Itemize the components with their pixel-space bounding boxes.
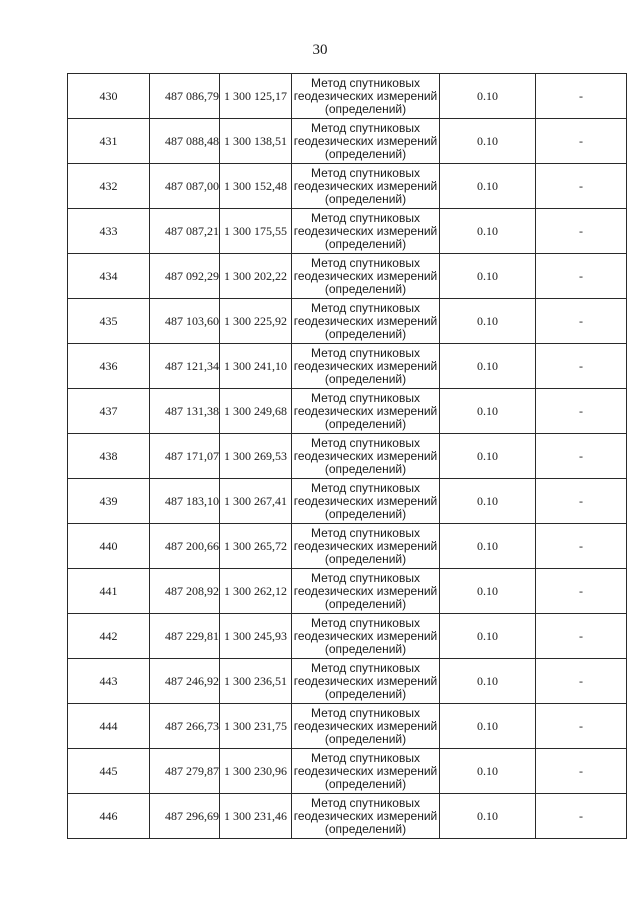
method-cell xyxy=(292,299,440,344)
point-number-cell: 446 xyxy=(68,794,150,839)
method-text-line: геодезических измерений xyxy=(293,358,438,373)
point-number-cell: 435 xyxy=(68,299,150,344)
x-coordinate-cell: 487 279,87 xyxy=(150,749,220,794)
method-cell xyxy=(292,704,440,749)
method-text-line: Метод спутниковых xyxy=(311,75,420,90)
method-text-line: геодезических измерений xyxy=(293,268,438,283)
table-row xyxy=(68,794,627,839)
x-coordinate-cell: 487 131,38 xyxy=(150,389,220,434)
description-cell: - xyxy=(536,749,627,794)
table-row xyxy=(68,74,627,119)
x-coordinate-cell: 487 183,10 xyxy=(150,479,220,524)
description-cell: - xyxy=(536,434,627,479)
method-cell xyxy=(292,524,440,569)
method-text-line: геодезических измерений xyxy=(293,448,438,463)
table-row xyxy=(68,614,627,659)
point-number-cell: 443 xyxy=(68,659,150,704)
table-row xyxy=(68,659,627,704)
accuracy-cell: 0.10 xyxy=(440,254,536,299)
method-text-line: Метод спутниковых xyxy=(311,750,420,765)
y-coordinate-cell: 1 300 231,75 xyxy=(220,704,292,749)
table-row xyxy=(68,569,627,614)
y-coordinate-cell: 1 300 230,96 xyxy=(220,749,292,794)
description-cell: - xyxy=(536,344,627,389)
method-text-line: геодезических измерений xyxy=(293,583,438,598)
x-coordinate-cell: 487 208,92 xyxy=(150,569,220,614)
point-number-cell: 442 xyxy=(68,614,150,659)
method-text-line: Метод спутниковых xyxy=(311,345,420,360)
method-text-line: геодезических измерений xyxy=(293,223,438,238)
method-text-line: Метод спутниковых xyxy=(311,120,420,135)
table-row xyxy=(68,209,627,254)
description-cell: - xyxy=(536,614,627,659)
x-coordinate-cell: 487 296,69 xyxy=(150,794,220,839)
x-coordinate-cell: 487 121,34 xyxy=(150,344,220,389)
method-text-line: (определений) xyxy=(324,731,407,746)
method-text-line: (определений) xyxy=(324,686,407,701)
x-coordinate-cell: 487 103,60 xyxy=(150,299,220,344)
coordinates-table xyxy=(67,73,627,839)
point-number-cell: 437 xyxy=(68,389,150,434)
method-text-line: Метод спутниковых xyxy=(311,390,420,405)
y-coordinate-cell: 1 300 225,92 xyxy=(220,299,292,344)
point-number-cell: 434 xyxy=(68,254,150,299)
description-cell: - xyxy=(536,389,627,434)
method-text-line: (определений) xyxy=(324,191,407,206)
description-cell: - xyxy=(536,254,627,299)
point-number-cell: 432 xyxy=(68,164,150,209)
method-text-line: Метод спутниковых xyxy=(311,300,420,315)
method-text-line: Метод спутниковых xyxy=(311,705,420,720)
method-cell xyxy=(292,614,440,659)
coordinates-table-body xyxy=(68,74,627,839)
method-text-line: геодезических измерений xyxy=(293,313,438,328)
method-text-line: (определений) xyxy=(324,641,407,656)
x-coordinate-cell: 487 088,48 xyxy=(150,119,220,164)
method-text-line: Метод спутниковых xyxy=(311,615,420,630)
accuracy-cell: 0.10 xyxy=(440,569,536,614)
method-text-line: (определений) xyxy=(324,146,407,161)
point-number-cell: 445 xyxy=(68,749,150,794)
table-row xyxy=(68,119,627,164)
method-text-line: (определений) xyxy=(324,776,407,791)
y-coordinate-cell: 1 300 249,68 xyxy=(220,389,292,434)
accuracy-cell: 0.10 xyxy=(440,794,536,839)
y-coordinate-cell: 1 300 138,51 xyxy=(220,119,292,164)
y-coordinate-cell: 1 300 231,46 xyxy=(220,794,292,839)
method-text-line: геодезических измерений xyxy=(293,133,438,148)
y-coordinate-cell: 1 300 267,41 xyxy=(220,479,292,524)
accuracy-cell: 0.10 xyxy=(440,299,536,344)
method-text-line: Метод спутниковых xyxy=(311,525,420,540)
point-number-cell: 430 xyxy=(68,74,150,119)
description-cell: - xyxy=(536,164,627,209)
method-cell xyxy=(292,659,440,704)
x-coordinate-cell: 487 171,07 xyxy=(150,434,220,479)
method-text-line: Метод спутниковых xyxy=(311,570,420,585)
accuracy-cell: 0.10 xyxy=(440,614,536,659)
accuracy-cell: 0.10 xyxy=(440,209,536,254)
accuracy-cell: 0.10 xyxy=(440,479,536,524)
y-coordinate-cell: 1 300 152,48 xyxy=(220,164,292,209)
method-text-line: геодезических измерений xyxy=(293,673,438,688)
y-coordinate-cell: 1 300 175,55 xyxy=(220,209,292,254)
point-number-cell: 431 xyxy=(68,119,150,164)
table-row xyxy=(68,389,627,434)
table-row xyxy=(68,344,627,389)
description-cell: - xyxy=(536,119,627,164)
table-row xyxy=(68,524,627,569)
accuracy-cell: 0.10 xyxy=(440,344,536,389)
method-text-line: Метод спутниковых xyxy=(311,480,420,495)
accuracy-cell: 0.10 xyxy=(440,524,536,569)
method-cell xyxy=(292,434,440,479)
point-number-cell: 440 xyxy=(68,524,150,569)
y-coordinate-cell: 1 300 202,22 xyxy=(220,254,292,299)
point-number-cell: 433 xyxy=(68,209,150,254)
description-cell: - xyxy=(536,209,627,254)
y-coordinate-cell: 1 300 241,10 xyxy=(220,344,292,389)
description-cell: - xyxy=(536,704,627,749)
description-cell: - xyxy=(536,569,627,614)
method-text-line: (определений) xyxy=(324,326,407,341)
page-number: 30 xyxy=(312,42,328,58)
description-cell: - xyxy=(536,659,627,704)
method-text-line: (определений) xyxy=(324,461,407,476)
point-number-cell: 444 xyxy=(68,704,150,749)
method-cell xyxy=(292,749,440,794)
method-text-line: (определений) xyxy=(324,596,407,611)
method-text-line: (определений) xyxy=(324,101,407,116)
method-text-line: (определений) xyxy=(324,281,407,296)
table-row xyxy=(68,434,627,479)
method-cell xyxy=(292,479,440,524)
method-cell xyxy=(292,794,440,839)
x-coordinate-cell: 487 087,21 xyxy=(150,209,220,254)
table-row xyxy=(68,299,627,344)
method-text-line: (определений) xyxy=(324,236,407,251)
method-text-line: (определений) xyxy=(324,506,407,521)
description-cell: - xyxy=(536,479,627,524)
accuracy-cell: 0.10 xyxy=(440,704,536,749)
y-coordinate-cell: 1 300 262,12 xyxy=(220,569,292,614)
point-number-cell: 438 xyxy=(68,434,150,479)
table-row xyxy=(68,749,627,794)
method-text-line: геодезических измерений xyxy=(293,763,438,778)
method-text-line: геодезических измерений xyxy=(293,538,438,553)
method-text-line: Метод спутниковых xyxy=(311,210,420,225)
x-coordinate-cell: 487 092,29 xyxy=(150,254,220,299)
accuracy-cell: 0.10 xyxy=(440,389,536,434)
point-number-cell: 439 xyxy=(68,479,150,524)
point-number-cell: 436 xyxy=(68,344,150,389)
accuracy-cell: 0.10 xyxy=(440,434,536,479)
method-cell xyxy=(292,74,440,119)
method-cell xyxy=(292,209,440,254)
method-text-line: (определений) xyxy=(324,416,407,431)
accuracy-cell: 0.10 xyxy=(440,164,536,209)
method-text-line: геодезических измерений xyxy=(293,403,438,418)
y-coordinate-cell: 1 300 245,93 xyxy=(220,614,292,659)
method-text-line: геодезических измерений xyxy=(293,808,438,823)
method-text-line: геодезических измерений xyxy=(293,88,438,103)
method-text-line: геодезических измерений xyxy=(293,178,438,193)
table-row xyxy=(68,254,627,299)
method-text-line: Метод спутниковых xyxy=(311,435,420,450)
method-text-line: Метод спутниковых xyxy=(311,165,420,180)
y-coordinate-cell: 1 300 265,72 xyxy=(220,524,292,569)
description-cell: - xyxy=(536,524,627,569)
table-row xyxy=(68,164,627,209)
method-text-line: геодезических измерений xyxy=(293,493,438,508)
method-cell xyxy=(292,164,440,209)
x-coordinate-cell: 487 086,79 xyxy=(150,74,220,119)
accuracy-cell: 0.10 xyxy=(440,749,536,794)
x-coordinate-cell: 487 266,73 xyxy=(150,704,220,749)
x-coordinate-cell: 487 087,00 xyxy=(150,164,220,209)
method-cell xyxy=(292,254,440,299)
point-number-cell: 441 xyxy=(68,569,150,614)
accuracy-cell: 0.10 xyxy=(440,659,536,704)
x-coordinate-cell: 487 229,81 xyxy=(150,614,220,659)
method-cell xyxy=(292,569,440,614)
method-cell xyxy=(292,119,440,164)
accuracy-cell: 0.10 xyxy=(440,119,536,164)
method-cell xyxy=(292,389,440,434)
method-text-line: (определений) xyxy=(324,371,407,386)
x-coordinate-cell: 487 200,66 xyxy=(150,524,220,569)
method-text-line: геодезических измерений xyxy=(293,628,438,643)
y-coordinate-cell: 1 300 269,53 xyxy=(220,434,292,479)
method-text-line: Метод спутниковых xyxy=(311,795,420,810)
method-text-line: (определений) xyxy=(324,821,407,836)
y-coordinate-cell: 1 300 125,17 xyxy=(220,74,292,119)
method-cell xyxy=(292,344,440,389)
description-cell: - xyxy=(536,794,627,839)
method-text-line: геодезических измерений xyxy=(293,718,438,733)
method-text-line: (определений) xyxy=(324,551,407,566)
table-row xyxy=(68,479,627,524)
table-row xyxy=(68,704,627,749)
accuracy-cell: 0.10 xyxy=(440,74,536,119)
method-text-line: Метод спутниковых xyxy=(311,255,420,270)
description-cell: - xyxy=(536,299,627,344)
x-coordinate-cell: 487 246,92 xyxy=(150,659,220,704)
method-text-line: Метод спутниковых xyxy=(311,660,420,675)
y-coordinate-cell: 1 300 236,51 xyxy=(220,659,292,704)
description-cell: - xyxy=(536,74,627,119)
